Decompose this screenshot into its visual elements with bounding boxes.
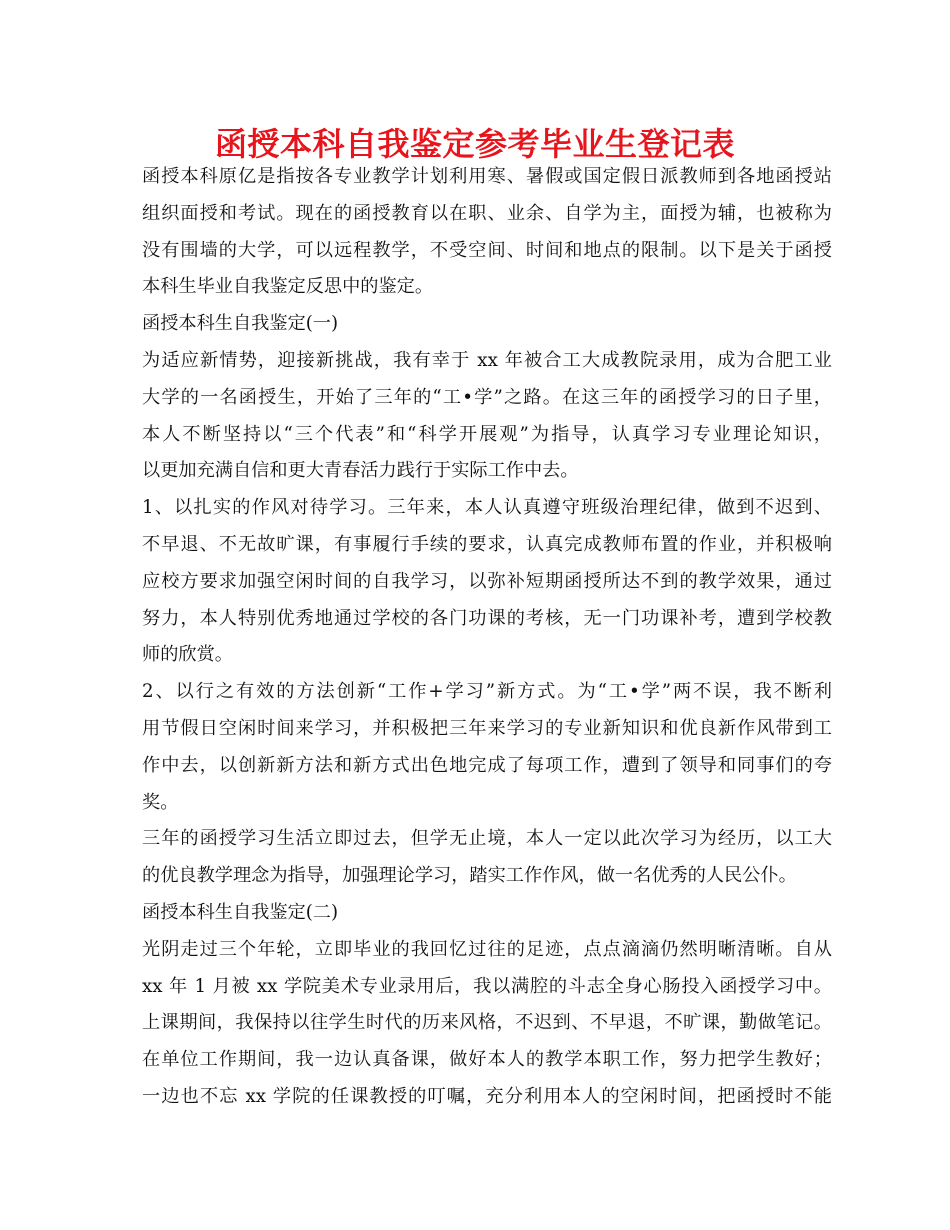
- text-line: 的优良教学理念为指导，加强理论学习，踏实工作作风，做一名优秀的人民公仆。: [142, 865, 797, 887]
- text-line: 光阴走过三个年轮，立即毕业的我回忆过往的足迹，点点滴滴仍然明晰清晰。自从: [142, 938, 832, 960]
- text-line: 函授本科原亿是指按各专业教学计划利用寒、暑假或国定假日派教师到各地函授站: [142, 166, 832, 187]
- text-line: 在单位工作期间，我一边认真备课，做好本人的教学本职工作，努力把学生教好；: [142, 1049, 832, 1071]
- text-line: 2、以行之有效的方法创新“工作+学习”新方式。为“工•学”两不误，我不断利: [142, 681, 832, 703]
- text-line: 以更加充满自信和更大青春活力践行于实际工作中去。: [142, 460, 579, 482]
- text-line: 师的欣赏。: [142, 644, 233, 666]
- text-line: 函授本科生自我鉴定(二): [142, 901, 339, 923]
- text-line: 不早退、不无故旷课，有事履行手续的要求，认真完成教师布置的作业，并积极响: [142, 533, 832, 555]
- text-line: 作中去，以创新新方法和新方式出色地完成了每项工作，遭到了领导和同事们的夸: [142, 754, 832, 776]
- text-line: 一边也不忘 xx 学院的任课教授的叮嘱，充分利用本人的空闲时间，把函授时不能: [142, 1085, 832, 1107]
- text-line: 用节假日空闲时间来学习，并积极把三年来学习的专业新知识和优良新作风带到工: [142, 717, 832, 739]
- text-line: 努力，本人特别优秀地通过学校的各门功课的考核，无一门功课补考，遭到学校教: [142, 607, 832, 629]
- text-line: 三年的函授学习生活立即过去，但学无止境，本人一定以此次学习为经历，以工大: [142, 828, 832, 850]
- text-line: 本科生毕业自我鉴定反思中的鉴定。: [142, 276, 434, 298]
- text-line: 没有围墙的大学，可以远程教学，不受空间、时间和地点的限制。以下是关于函授: [142, 239, 832, 261]
- document-body: [142, 159, 832, 1116]
- text-line: xx 年 1 月被 xx 学院美术专业录用后，我以满腔的斗志全身心肠投入函授学习中。: [142, 975, 832, 997]
- text-line: 应校方要求加强空闲时间的自我学习，以弥补短期函授所达不到的教学效果，通过: [142, 570, 832, 592]
- text-line: 本人不断坚持以“三个代表”和“科学开展观”为指导，认真学习专业理论知识，: [142, 423, 832, 445]
- document-title: 函授本科自我鉴定参考毕业生登记表: [214, 125, 735, 163]
- text-line: 上课期间，我保持以往学生时代的历来风格，不迟到、不早退，不旷课，勤做笔记。: [142, 1012, 832, 1034]
- text-line: 大学的一名函授生，开始了三年的“工•学”之路。在这三年的函授学习的日子里，: [142, 386, 832, 408]
- text-line: 1、以扎实的作风对待学习。三年来，本人认真遵守班级治理纪律，做到不迟到、: [142, 497, 832, 519]
- text-line: 函授本科生自我鉴定(一): [142, 313, 339, 335]
- text-line: 组织面授和考试。现在的函授教育以在职、业余、自学为主，面授为辅，也被称为: [142, 202, 832, 224]
- text-line: 奖。: [142, 791, 179, 813]
- text-line: 为适应新情势，迎接新挑战，我有幸于 xx 年被合工大成教院录用，成为合肥工业: [142, 349, 832, 371]
